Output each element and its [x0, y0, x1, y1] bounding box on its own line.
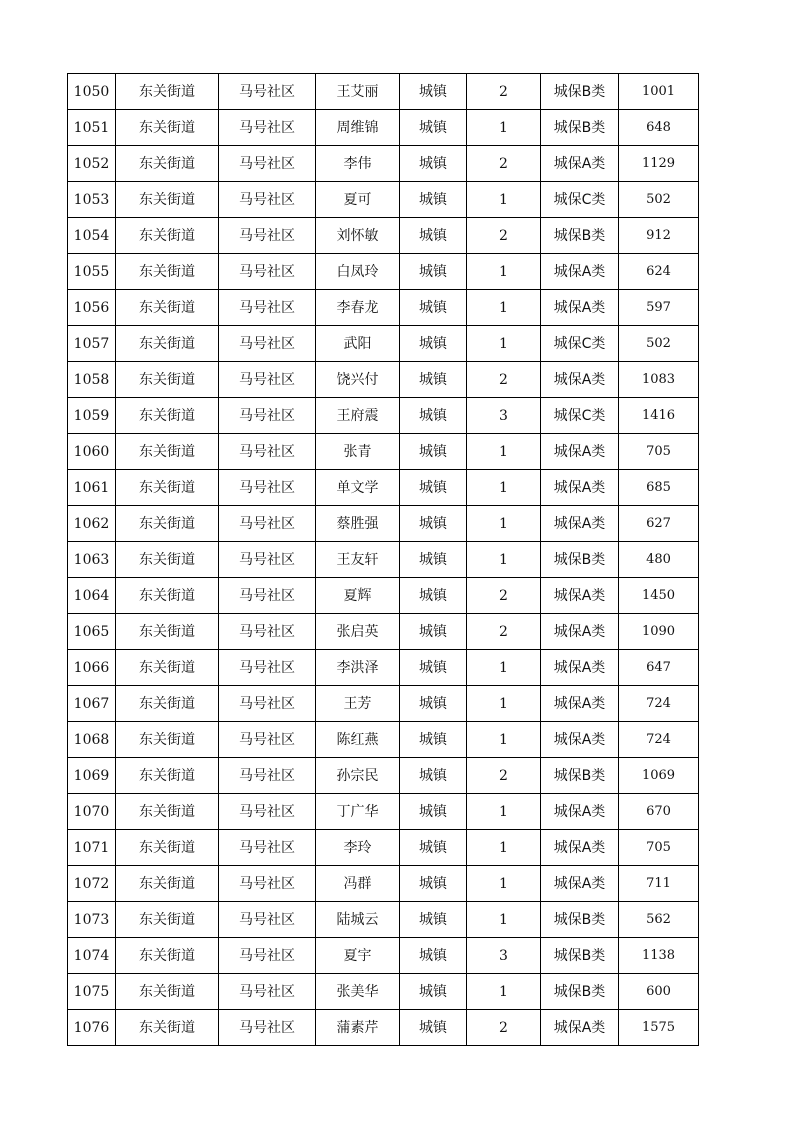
community-cell: 马号社区 — [219, 722, 316, 758]
amount-cell: 1001 — [619, 74, 699, 110]
community-cell: 马号社区 — [219, 794, 316, 830]
household-size-cell: 1 — [467, 542, 541, 578]
row-number-cell: 1059 — [68, 398, 116, 434]
community-cell: 马号社区 — [219, 74, 316, 110]
table-row — [68, 866, 699, 902]
table-row — [68, 110, 699, 146]
row-number-cell: 1055 — [68, 254, 116, 290]
area-type-cell: 城镇 — [400, 938, 467, 974]
street-cell: 东关街道 — [116, 434, 219, 470]
category-cell: 城保A类 — [541, 1010, 619, 1046]
community-cell: 马号社区 — [219, 902, 316, 938]
household-size-cell: 2 — [467, 362, 541, 398]
name-cell: 孙宗民 — [316, 758, 400, 794]
table-row — [68, 902, 699, 938]
community-cell: 马号社区 — [219, 218, 316, 254]
household-size-cell: 2 — [467, 74, 541, 110]
street-cell: 东关街道 — [116, 974, 219, 1010]
household-size-cell: 1 — [467, 650, 541, 686]
table-row — [68, 722, 699, 758]
amount-cell: 1138 — [619, 938, 699, 974]
area-type-cell: 城镇 — [400, 218, 467, 254]
household-size-cell: 1 — [467, 182, 541, 218]
table-row — [68, 218, 699, 254]
name-cell: 王友轩 — [316, 542, 400, 578]
table-row — [68, 506, 699, 542]
name-cell: 陈红燕 — [316, 722, 400, 758]
household-size-cell: 1 — [467, 326, 541, 362]
table-row — [68, 290, 699, 326]
household-size-cell: 3 — [467, 938, 541, 974]
name-cell: 夏辉 — [316, 578, 400, 614]
name-cell: 周维锦 — [316, 110, 400, 146]
amount-cell: 912 — [619, 218, 699, 254]
household-size-cell: 2 — [467, 1010, 541, 1046]
street-cell: 东关街道 — [116, 1010, 219, 1046]
area-type-cell: 城镇 — [400, 794, 467, 830]
table-row — [68, 74, 699, 110]
category-cell: 城保B类 — [541, 218, 619, 254]
category-cell: 城保B类 — [541, 902, 619, 938]
street-cell: 东关街道 — [116, 254, 219, 290]
row-number-cell: 1071 — [68, 830, 116, 866]
amount-cell: 1083 — [619, 362, 699, 398]
street-cell: 东关街道 — [116, 290, 219, 326]
area-type-cell: 城镇 — [400, 362, 467, 398]
name-cell: 王芳 — [316, 686, 400, 722]
community-cell: 马号社区 — [219, 146, 316, 182]
community-cell: 马号社区 — [219, 182, 316, 218]
table-row — [68, 470, 699, 506]
name-cell: 丁广华 — [316, 794, 400, 830]
area-type-cell: 城镇 — [400, 506, 467, 542]
name-cell: 刘怀敏 — [316, 218, 400, 254]
table-row — [68, 182, 699, 218]
community-cell: 马号社区 — [219, 326, 316, 362]
row-number-cell: 1058 — [68, 362, 116, 398]
category-cell: 城保A类 — [541, 722, 619, 758]
community-cell: 马号社区 — [219, 686, 316, 722]
name-cell: 李玲 — [316, 830, 400, 866]
household-size-cell: 2 — [467, 218, 541, 254]
table-body — [68, 74, 699, 1046]
category-cell: 城保C类 — [541, 182, 619, 218]
street-cell: 东关街道 — [116, 398, 219, 434]
community-cell: 马号社区 — [219, 578, 316, 614]
household-size-cell: 1 — [467, 830, 541, 866]
amount-cell: 705 — [619, 830, 699, 866]
amount-cell: 480 — [619, 542, 699, 578]
row-number-cell: 1076 — [68, 1010, 116, 1046]
amount-cell: 705 — [619, 434, 699, 470]
name-cell: 单文学 — [316, 470, 400, 506]
category-cell: 城保A类 — [541, 290, 619, 326]
community-cell: 马号社区 — [219, 398, 316, 434]
household-size-cell: 1 — [467, 470, 541, 506]
category-cell: 城保B类 — [541, 938, 619, 974]
area-type-cell: 城镇 — [400, 1010, 467, 1046]
community-cell: 马号社区 — [219, 506, 316, 542]
name-cell: 王府震 — [316, 398, 400, 434]
street-cell: 东关街道 — [116, 686, 219, 722]
community-cell: 马号社区 — [219, 758, 316, 794]
household-size-cell: 1 — [467, 722, 541, 758]
table-row — [68, 758, 699, 794]
community-cell: 马号社区 — [219, 434, 316, 470]
amount-cell: 1069 — [619, 758, 699, 794]
category-cell: 城保A类 — [541, 830, 619, 866]
street-cell: 东关街道 — [116, 578, 219, 614]
name-cell: 白凤玲 — [316, 254, 400, 290]
table-row — [68, 542, 699, 578]
household-size-cell: 2 — [467, 614, 541, 650]
row-number-cell: 1069 — [68, 758, 116, 794]
category-cell: 城保A类 — [541, 434, 619, 470]
area-type-cell: 城镇 — [400, 470, 467, 506]
street-cell: 东关街道 — [116, 506, 219, 542]
category-cell: 城保B类 — [541, 542, 619, 578]
amount-cell: 1416 — [619, 398, 699, 434]
category-cell: 城保A类 — [541, 146, 619, 182]
row-number-cell: 1050 — [68, 74, 116, 110]
category-cell: 城保C类 — [541, 326, 619, 362]
household-size-cell: 1 — [467, 902, 541, 938]
street-cell: 东关街道 — [116, 146, 219, 182]
category-cell: 城保A类 — [541, 794, 619, 830]
amount-cell: 627 — [619, 506, 699, 542]
area-type-cell: 城镇 — [400, 542, 467, 578]
household-size-cell: 3 — [467, 398, 541, 434]
household-size-cell: 2 — [467, 146, 541, 182]
area-type-cell: 城镇 — [400, 398, 467, 434]
area-type-cell: 城镇 — [400, 686, 467, 722]
household-size-cell: 1 — [467, 866, 541, 902]
street-cell: 东关街道 — [116, 470, 219, 506]
street-cell: 东关街道 — [116, 542, 219, 578]
community-cell: 马号社区 — [219, 110, 316, 146]
area-type-cell: 城镇 — [400, 110, 467, 146]
community-cell: 马号社区 — [219, 254, 316, 290]
household-size-cell: 1 — [467, 110, 541, 146]
table-row — [68, 362, 699, 398]
amount-cell: 1450 — [619, 578, 699, 614]
amount-cell: 648 — [619, 110, 699, 146]
row-number-cell: 1060 — [68, 434, 116, 470]
row-number-cell: 1067 — [68, 686, 116, 722]
street-cell: 东关街道 — [116, 722, 219, 758]
table-row — [68, 974, 699, 1010]
community-cell: 马号社区 — [219, 830, 316, 866]
amount-cell: 600 — [619, 974, 699, 1010]
name-cell: 蔡胜强 — [316, 506, 400, 542]
name-cell: 武阳 — [316, 326, 400, 362]
name-cell: 夏宇 — [316, 938, 400, 974]
name-cell: 冯群 — [316, 866, 400, 902]
row-number-cell: 1074 — [68, 938, 116, 974]
street-cell: 东关街道 — [116, 830, 219, 866]
name-cell: 李伟 — [316, 146, 400, 182]
table-row — [68, 578, 699, 614]
row-number-cell: 1065 — [68, 614, 116, 650]
category-cell: 城保B类 — [541, 974, 619, 1010]
category-cell: 城保A类 — [541, 866, 619, 902]
category-cell: 城保A类 — [541, 506, 619, 542]
row-number-cell: 1062 — [68, 506, 116, 542]
area-type-cell: 城镇 — [400, 758, 467, 794]
name-cell: 李春龙 — [316, 290, 400, 326]
area-type-cell: 城镇 — [400, 578, 467, 614]
name-cell: 陆城云 — [316, 902, 400, 938]
household-size-cell: 1 — [467, 290, 541, 326]
amount-cell: 670 — [619, 794, 699, 830]
street-cell: 东关街道 — [116, 866, 219, 902]
street-cell: 东关街道 — [116, 614, 219, 650]
relief-roster-table — [67, 73, 699, 1046]
household-size-cell: 1 — [467, 794, 541, 830]
community-cell: 马号社区 — [219, 470, 316, 506]
area-type-cell: 城镇 — [400, 74, 467, 110]
amount-cell: 1129 — [619, 146, 699, 182]
amount-cell: 711 — [619, 866, 699, 902]
table-row — [68, 254, 699, 290]
category-cell: 城保A类 — [541, 614, 619, 650]
amount-cell: 724 — [619, 722, 699, 758]
row-number-cell: 1072 — [68, 866, 116, 902]
area-type-cell: 城镇 — [400, 146, 467, 182]
row-number-cell: 1064 — [68, 578, 116, 614]
category-cell: 城保B类 — [541, 74, 619, 110]
name-cell: 李洪泽 — [316, 650, 400, 686]
name-cell: 张青 — [316, 434, 400, 470]
amount-cell: 624 — [619, 254, 699, 290]
area-type-cell: 城镇 — [400, 866, 467, 902]
area-type-cell: 城镇 — [400, 830, 467, 866]
community-cell: 马号社区 — [219, 650, 316, 686]
table-row — [68, 326, 699, 362]
row-number-cell: 1061 — [68, 470, 116, 506]
area-type-cell: 城镇 — [400, 254, 467, 290]
area-type-cell: 城镇 — [400, 650, 467, 686]
household-size-cell: 2 — [467, 758, 541, 794]
amount-cell: 1090 — [619, 614, 699, 650]
table-row — [68, 830, 699, 866]
amount-cell: 724 — [619, 686, 699, 722]
community-cell: 马号社区 — [219, 542, 316, 578]
household-size-cell: 1 — [467, 254, 541, 290]
amount-cell: 685 — [619, 470, 699, 506]
name-cell: 张启英 — [316, 614, 400, 650]
community-cell: 马号社区 — [219, 866, 316, 902]
category-cell: 城保A类 — [541, 254, 619, 290]
row-number-cell: 1075 — [68, 974, 116, 1010]
street-cell: 东关街道 — [116, 182, 219, 218]
row-number-cell: 1051 — [68, 110, 116, 146]
street-cell: 东关街道 — [116, 362, 219, 398]
category-cell: 城保A类 — [541, 686, 619, 722]
row-number-cell: 1052 — [68, 146, 116, 182]
row-number-cell: 1053 — [68, 182, 116, 218]
category-cell: 城保B类 — [541, 758, 619, 794]
category-cell: 城保A类 — [541, 578, 619, 614]
category-cell: 城保A类 — [541, 650, 619, 686]
name-cell: 夏可 — [316, 182, 400, 218]
row-number-cell: 1066 — [68, 650, 116, 686]
category-cell: 城保A类 — [541, 362, 619, 398]
amount-cell: 1575 — [619, 1010, 699, 1046]
area-type-cell: 城镇 — [400, 290, 467, 326]
table-row — [68, 938, 699, 974]
name-cell: 饶兴付 — [316, 362, 400, 398]
table-row — [68, 146, 699, 182]
table-row — [68, 686, 699, 722]
street-cell: 东关街道 — [116, 326, 219, 362]
community-cell: 马号社区 — [219, 1010, 316, 1046]
community-cell: 马号社区 — [219, 362, 316, 398]
area-type-cell: 城镇 — [400, 902, 467, 938]
row-number-cell: 1057 — [68, 326, 116, 362]
community-cell: 马号社区 — [219, 938, 316, 974]
street-cell: 东关街道 — [116, 794, 219, 830]
row-number-cell: 1068 — [68, 722, 116, 758]
household-size-cell: 1 — [467, 506, 541, 542]
area-type-cell: 城镇 — [400, 614, 467, 650]
household-size-cell: 1 — [467, 434, 541, 470]
row-number-cell: 1063 — [68, 542, 116, 578]
amount-cell: 562 — [619, 902, 699, 938]
category-cell: 城保C类 — [541, 398, 619, 434]
area-type-cell: 城镇 — [400, 974, 467, 1010]
category-cell: 城保B类 — [541, 110, 619, 146]
amount-cell: 597 — [619, 290, 699, 326]
row-number-cell: 1070 — [68, 794, 116, 830]
table-row — [68, 434, 699, 470]
name-cell: 蒲素芹 — [316, 1010, 400, 1046]
table-row — [68, 650, 699, 686]
amount-cell: 647 — [619, 650, 699, 686]
household-size-cell: 1 — [467, 974, 541, 1010]
household-size-cell: 1 — [467, 686, 541, 722]
table-row — [68, 794, 699, 830]
street-cell: 东关街道 — [116, 218, 219, 254]
category-cell: 城保A类 — [541, 470, 619, 506]
amount-cell: 502 — [619, 326, 699, 362]
street-cell: 东关街道 — [116, 938, 219, 974]
amount-cell: 502 — [619, 182, 699, 218]
row-number-cell: 1054 — [68, 218, 116, 254]
row-number-cell: 1073 — [68, 902, 116, 938]
street-cell: 东关街道 — [116, 758, 219, 794]
area-type-cell: 城镇 — [400, 182, 467, 218]
table-row — [68, 1010, 699, 1046]
name-cell: 王艾丽 — [316, 74, 400, 110]
name-cell: 张美华 — [316, 974, 400, 1010]
street-cell: 东关街道 — [116, 650, 219, 686]
community-cell: 马号社区 — [219, 974, 316, 1010]
street-cell: 东关街道 — [116, 110, 219, 146]
community-cell: 马号社区 — [219, 614, 316, 650]
street-cell: 东关街道 — [116, 74, 219, 110]
community-cell: 马号社区 — [219, 290, 316, 326]
area-type-cell: 城镇 — [400, 326, 467, 362]
table-row — [68, 398, 699, 434]
area-type-cell: 城镇 — [400, 722, 467, 758]
table-row — [68, 614, 699, 650]
street-cell: 东关街道 — [116, 902, 219, 938]
area-type-cell: 城镇 — [400, 434, 467, 470]
household-size-cell: 2 — [467, 578, 541, 614]
row-number-cell: 1056 — [68, 290, 116, 326]
